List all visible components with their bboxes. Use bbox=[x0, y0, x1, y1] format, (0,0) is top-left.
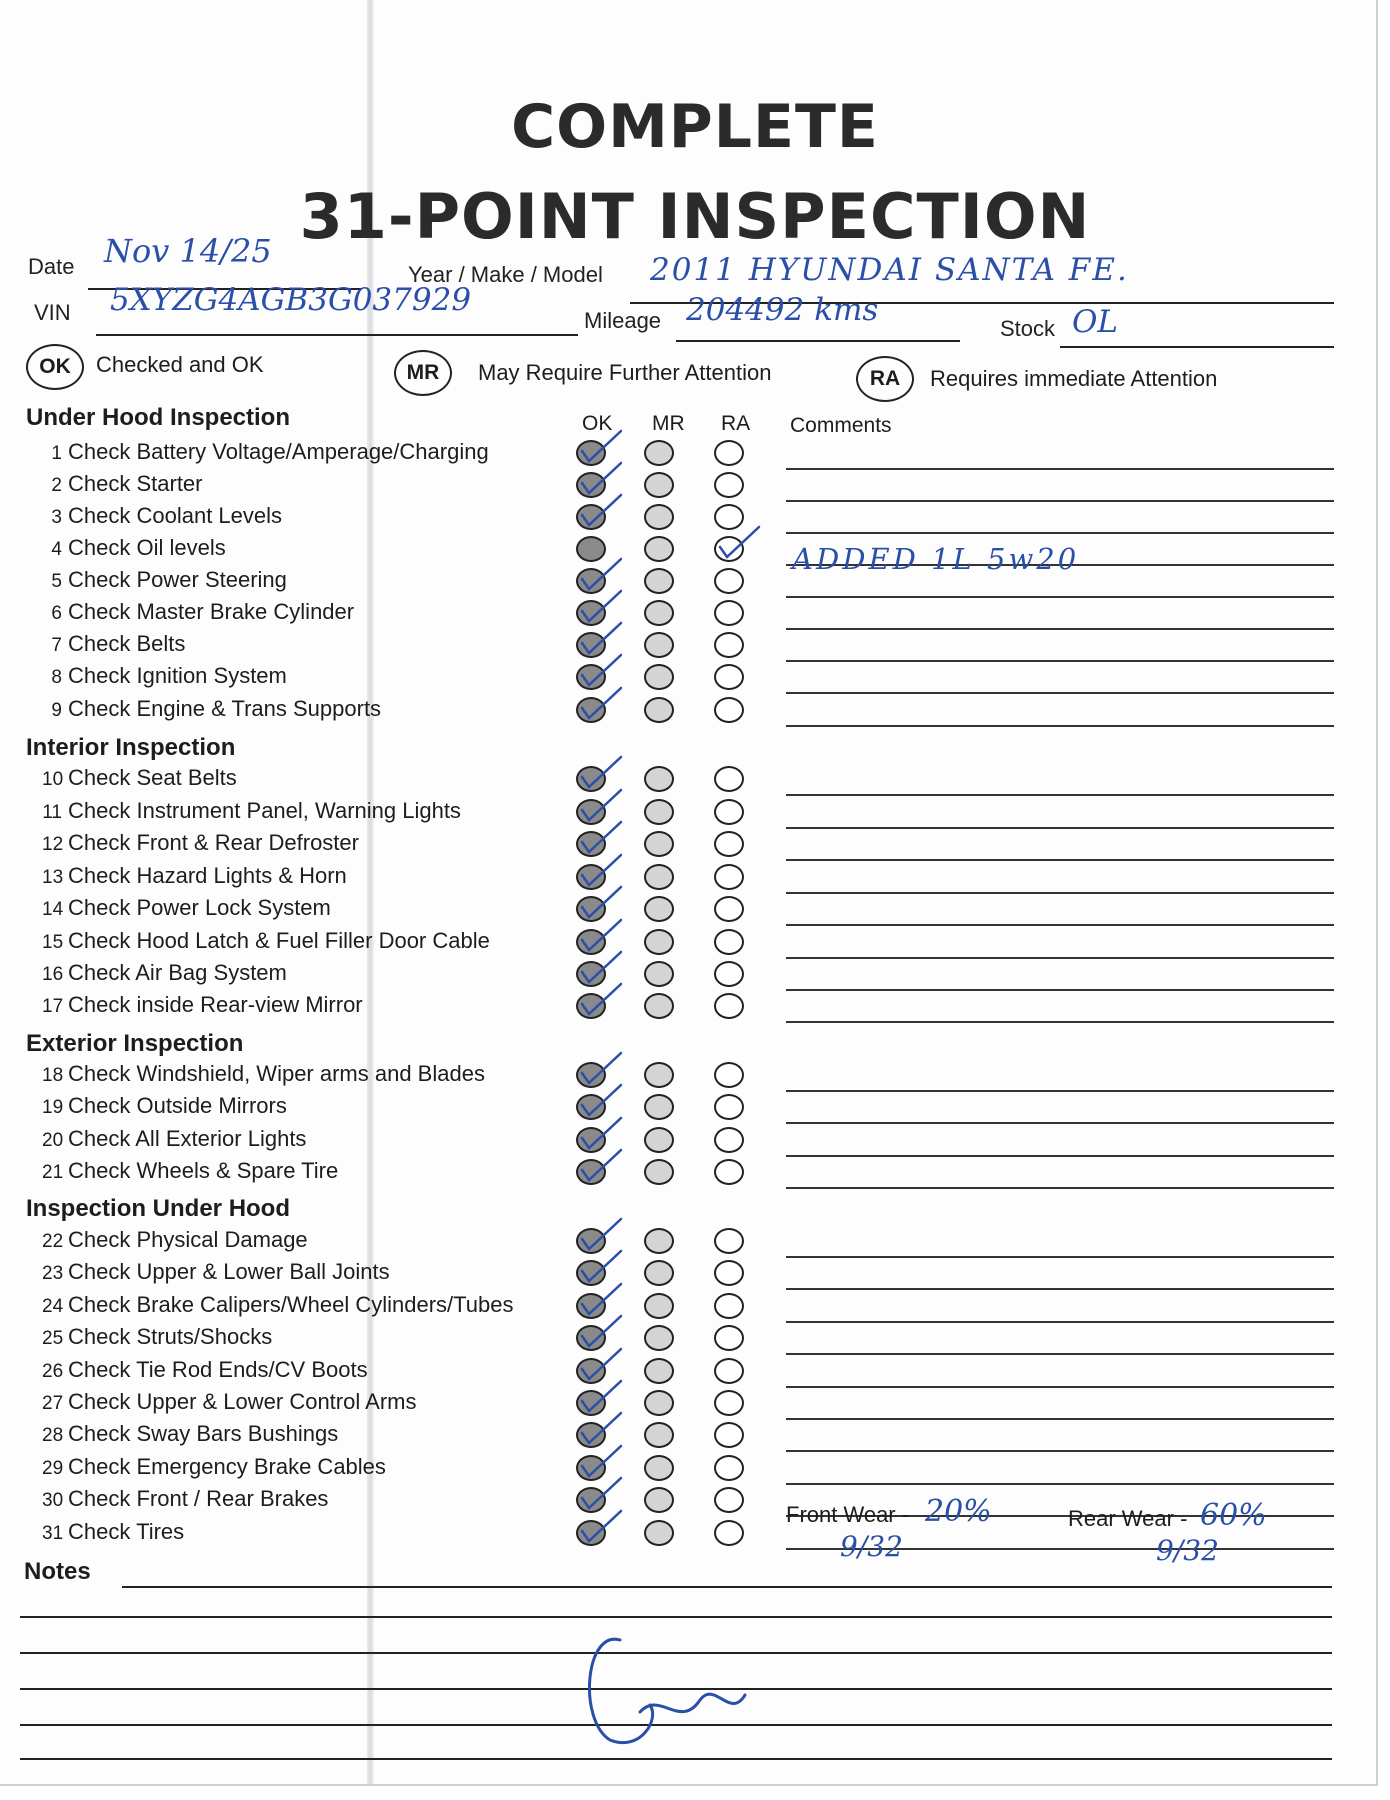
mr-circle-item-21[interactable] bbox=[644, 1159, 674, 1185]
mr-circle-item-2[interactable] bbox=[644, 472, 674, 498]
comment-line-item-7 bbox=[786, 660, 1334, 662]
ok-circle-item-10[interactable] bbox=[576, 766, 606, 792]
comment-line-item-9 bbox=[786, 725, 1334, 727]
item-number: 25 bbox=[42, 1328, 64, 1349]
item-label: Check Coolant Levels bbox=[68, 503, 283, 528]
item-label: Check Front & Rear Defroster bbox=[68, 830, 359, 855]
mr-circle-item-23[interactable] bbox=[644, 1260, 674, 1286]
ok-circle-item-21[interactable] bbox=[576, 1159, 606, 1185]
comment-line-item-1 bbox=[786, 468, 1334, 470]
ok-circle-item-30[interactable] bbox=[576, 1487, 606, 1513]
mr-circle-item-14[interactable] bbox=[644, 896, 674, 922]
col-ra-header: RA bbox=[721, 412, 751, 435]
item-label: Check Master Brake Cylinder bbox=[68, 599, 355, 624]
item-label: Check Sway Bars Bushings bbox=[68, 1421, 339, 1446]
mr-circle-item-30[interactable] bbox=[644, 1487, 674, 1513]
mr-circle-item-29[interactable] bbox=[644, 1455, 674, 1481]
item-number: 4 bbox=[51, 539, 62, 560]
ra-circle-item-27[interactable] bbox=[714, 1390, 744, 1416]
comment-line-item-10 bbox=[786, 794, 1334, 796]
mr-circle-item-17[interactable] bbox=[644, 993, 674, 1019]
ymm-label: Year / Make / Model bbox=[408, 262, 603, 287]
item-label: Check Wheels & Spare Tire bbox=[68, 1158, 339, 1183]
mileage-value[interactable]: 204492 kms bbox=[686, 292, 879, 328]
item-label: Check Front / Rear Brakes bbox=[68, 1486, 329, 1511]
ok-circle-item-23[interactable] bbox=[576, 1260, 606, 1286]
inspection-item-10 bbox=[42, 765, 237, 791]
inspection-item-25 bbox=[42, 1324, 272, 1350]
legend-ra-text: Requires immediate Attention bbox=[930, 366, 1218, 391]
ok-circle-item-24[interactable] bbox=[576, 1293, 606, 1319]
ok-circle-item-19[interactable] bbox=[576, 1094, 606, 1120]
ok-circle-item-5[interactable] bbox=[576, 568, 606, 594]
ra-circle-item-5[interactable] bbox=[714, 568, 744, 594]
inspection-item-3 bbox=[42, 503, 282, 529]
mr-circle-item-4[interactable] bbox=[644, 536, 674, 562]
inspection-item-24 bbox=[42, 1292, 513, 1318]
item-number: 21 bbox=[42, 1162, 64, 1183]
inspection-item-6 bbox=[42, 599, 354, 625]
inspection-item-11 bbox=[42, 798, 461, 824]
ra-circle-item-10[interactable] bbox=[714, 766, 744, 792]
date-value[interactable]: Nov 14/25 bbox=[104, 232, 272, 270]
comment-item-4[interactable]: ADDED 1L 5w20 bbox=[792, 542, 1080, 576]
rear-wear-label: Rear Wear - bbox=[1068, 1506, 1188, 1531]
item-label: Check Power Steering bbox=[68, 567, 287, 592]
ok-circle-item-2[interactable] bbox=[576, 472, 606, 498]
legend-mr-badge: MR bbox=[394, 350, 452, 396]
ra-circle-item-18[interactable] bbox=[714, 1062, 744, 1088]
comment-line-item-14 bbox=[786, 924, 1334, 926]
ok-circle-item-22[interactable] bbox=[576, 1228, 606, 1254]
notes-line-2 bbox=[20, 1616, 1332, 1618]
ra-circle-item-23[interactable] bbox=[714, 1260, 744, 1286]
comment-line-item-16 bbox=[786, 989, 1334, 991]
item-number: 11 bbox=[42, 802, 62, 823]
ra-circle-item-21[interactable] bbox=[714, 1159, 744, 1185]
notes-line-1 bbox=[122, 1586, 1332, 1588]
ok-circle-item-27[interactable] bbox=[576, 1390, 606, 1416]
comment-line-item-24 bbox=[786, 1321, 1334, 1323]
comment-line-item-3 bbox=[786, 532, 1334, 534]
legend-ok-text: Checked and OK bbox=[96, 352, 264, 377]
comment-line-item-22 bbox=[786, 1256, 1334, 1258]
comment-line-item-17 bbox=[786, 1021, 1334, 1023]
vin-label: VIN bbox=[34, 300, 71, 325]
ra-circle-item-28[interactable] bbox=[714, 1422, 744, 1448]
item-number: 13 bbox=[42, 867, 64, 888]
item-number: 9 bbox=[51, 700, 62, 721]
ok-circle-item-8[interactable] bbox=[576, 664, 606, 690]
scan-fold-line bbox=[367, 0, 374, 1784]
item-label: Check Engine & Trans Supports bbox=[68, 696, 382, 721]
ra-circle-item-31[interactable] bbox=[714, 1520, 744, 1546]
item-number: 2 bbox=[51, 475, 62, 496]
mr-circle-item-13[interactable] bbox=[644, 864, 674, 890]
item-label: Check Upper & Lower Control Arms bbox=[68, 1389, 417, 1414]
ok-circle-item-18[interactable] bbox=[576, 1062, 606, 1088]
comment-line-item-15 bbox=[786, 957, 1334, 959]
ra-circle-item-20[interactable] bbox=[714, 1127, 744, 1153]
item-number: 3 bbox=[51, 507, 62, 528]
comment-line-item-6 bbox=[786, 628, 1334, 630]
item-number: 28 bbox=[42, 1425, 64, 1446]
ra-circle-item-22[interactable] bbox=[714, 1228, 744, 1254]
item-number: 5 bbox=[51, 571, 62, 592]
item-label: Check All Exterior Lights bbox=[68, 1126, 307, 1151]
inspection-item-13 bbox=[42, 863, 347, 889]
mr-circle-item-22[interactable] bbox=[644, 1228, 674, 1254]
mr-circle-item-25[interactable] bbox=[644, 1325, 674, 1351]
item-number: 20 bbox=[42, 1130, 64, 1151]
inspection-item-29 bbox=[42, 1454, 386, 1480]
legend-ok-badge: OK bbox=[26, 344, 84, 390]
ok-circle-item-31[interactable] bbox=[576, 1520, 606, 1546]
ra-circle-item-12[interactable] bbox=[714, 831, 744, 857]
stock-label: Stock bbox=[1000, 316, 1056, 341]
ok-circle-item-28[interactable] bbox=[576, 1422, 606, 1448]
comment-line-item-12 bbox=[786, 859, 1334, 861]
item-label: Check Hood Latch & Fuel Filler Door Cable bbox=[68, 928, 490, 953]
item-number: 17 bbox=[42, 996, 64, 1017]
mr-circle-item-7[interactable] bbox=[644, 632, 674, 658]
inspection-item-18 bbox=[42, 1061, 485, 1087]
mr-circle-item-12[interactable] bbox=[644, 831, 674, 857]
item-number: 15 bbox=[42, 932, 64, 953]
item-number: 7 bbox=[51, 635, 62, 656]
item-number: 10 bbox=[42, 769, 64, 790]
ok-circle-item-17[interactable] bbox=[576, 993, 606, 1019]
ok-circle-item-9[interactable] bbox=[576, 697, 606, 723]
mr-circle-item-9[interactable] bbox=[644, 697, 674, 723]
item-label: Check Power Lock System bbox=[68, 895, 331, 920]
item-label: Check Outside Mirrors bbox=[68, 1093, 287, 1118]
ra-circle-item-17[interactable] bbox=[714, 993, 744, 1019]
ok-circle-item-12[interactable] bbox=[576, 831, 606, 857]
mr-circle-item-5[interactable] bbox=[644, 568, 674, 594]
item-number: 26 bbox=[42, 1361, 64, 1382]
ra-circle-item-4[interactable] bbox=[714, 536, 744, 562]
comment-line-item-5 bbox=[786, 596, 1334, 598]
mr-circle-item-16[interactable] bbox=[644, 961, 674, 987]
comment-line-item-26 bbox=[786, 1386, 1334, 1388]
ok-circle-item-7[interactable] bbox=[576, 632, 606, 658]
ok-circle-item-6[interactable] bbox=[576, 600, 606, 626]
item-number: 14 bbox=[42, 899, 64, 920]
ra-circle-item-19[interactable] bbox=[714, 1094, 744, 1120]
item-label: Check Starter bbox=[68, 471, 203, 496]
ok-circle-item-29[interactable] bbox=[576, 1455, 606, 1481]
mr-circle-item-3[interactable] bbox=[644, 504, 674, 530]
comment-line-item-23 bbox=[786, 1288, 1334, 1290]
item-number: 23 bbox=[42, 1263, 64, 1284]
comment-line-item-28 bbox=[786, 1450, 1334, 1452]
inspection-item-9 bbox=[42, 696, 381, 722]
mr-circle-item-8[interactable] bbox=[644, 664, 674, 690]
inspection-item-8 bbox=[42, 663, 287, 689]
item-number: 29 bbox=[42, 1458, 64, 1479]
comment-line-item-2 bbox=[786, 500, 1334, 502]
inspection-item-17 bbox=[42, 992, 363, 1018]
item-number: 24 bbox=[42, 1296, 64, 1317]
comment-line-item-13 bbox=[786, 892, 1334, 894]
rear-wear-depth[interactable]: 9/32 bbox=[1156, 1534, 1219, 1567]
ok-circle-item-25[interactable] bbox=[576, 1325, 606, 1351]
ok-circle-item-11[interactable] bbox=[576, 799, 606, 825]
form-title-line2: 31-POINT INSPECTION bbox=[299, 180, 1091, 253]
item-label: Check Brake Calipers/Wheel Cylinders/Tubes bbox=[68, 1292, 514, 1317]
comment-line-item-11 bbox=[786, 827, 1334, 829]
inspection-item-19 bbox=[42, 1093, 287, 1119]
front-wear-label: Front Wear - bbox=[786, 1502, 910, 1527]
stock-value[interactable]: OL bbox=[1072, 304, 1119, 340]
item-number: 12 bbox=[42, 834, 64, 855]
ok-circle-item-13[interactable] bbox=[576, 864, 606, 890]
ra-circle-item-15[interactable] bbox=[714, 929, 744, 955]
inspection-item-20 bbox=[42, 1126, 306, 1152]
inspection-item-7 bbox=[42, 631, 185, 657]
legend-mr-text: May Require Further Attention bbox=[478, 360, 772, 385]
comment-line-item-27 bbox=[786, 1418, 1334, 1420]
vin-line bbox=[96, 334, 578, 336]
inspection-item-5 bbox=[42, 567, 287, 593]
item-number: 18 bbox=[42, 1065, 64, 1086]
inspection-item-15 bbox=[42, 928, 490, 954]
comment-line-item-8 bbox=[786, 692, 1334, 694]
inspection-item-31 bbox=[42, 1519, 184, 1545]
ra-circle-item-11[interactable] bbox=[714, 799, 744, 825]
ok-circle-item-26[interactable] bbox=[576, 1358, 606, 1384]
item-number: 19 bbox=[42, 1097, 64, 1118]
inspection-item-27 bbox=[42, 1389, 416, 1415]
inspection-item-21 bbox=[42, 1158, 338, 1184]
item-label: Check Emergency Brake Cables bbox=[68, 1454, 386, 1479]
comment-line-item-29 bbox=[786, 1483, 1334, 1485]
front-wear-depth[interactable]: 9/32 bbox=[840, 1530, 903, 1563]
mr-circle-item-1[interactable] bbox=[644, 440, 674, 466]
ra-circle-item-14[interactable] bbox=[714, 896, 744, 922]
ra-circle-item-29[interactable] bbox=[714, 1455, 744, 1481]
ra-circle-item-24[interactable] bbox=[714, 1293, 744, 1319]
comment-line-item-21 bbox=[786, 1187, 1334, 1189]
ok-circle-item-14[interactable] bbox=[576, 896, 606, 922]
item-label: Check inside Rear-view Mirror bbox=[68, 992, 363, 1017]
legend-ra-badge: RA bbox=[856, 356, 914, 402]
ra-circle-item-1[interactable] bbox=[714, 440, 744, 466]
ra-circle-item-8[interactable] bbox=[714, 664, 744, 690]
mr-circle-item-15[interactable] bbox=[644, 929, 674, 955]
mileage-line bbox=[676, 340, 960, 342]
item-label: Check Tie Rod Ends/CV Boots bbox=[68, 1357, 368, 1382]
ok-circle-item-16[interactable] bbox=[576, 961, 606, 987]
inspection-item-22 bbox=[42, 1227, 308, 1253]
comment-line-item-20 bbox=[786, 1155, 1334, 1157]
inspection-item-1 bbox=[42, 439, 489, 465]
mr-circle-item-20[interactable] bbox=[644, 1127, 674, 1153]
mr-circle-item-24[interactable] bbox=[644, 1293, 674, 1319]
date-label: Date bbox=[28, 254, 75, 279]
ok-circle-item-20[interactable] bbox=[576, 1127, 606, 1153]
inspection-item-2 bbox=[42, 471, 203, 497]
form-title-line1: COMPLETE bbox=[511, 92, 879, 162]
item-number: 22 bbox=[42, 1231, 64, 1252]
ra-circle-item-3[interactable] bbox=[714, 504, 744, 530]
inspection-item-23 bbox=[42, 1259, 390, 1285]
notes-label: Notes bbox=[24, 1558, 91, 1585]
item-number: 27 bbox=[42, 1393, 64, 1414]
inspection-item-26 bbox=[42, 1357, 368, 1383]
vin-value[interactable]: 5XYZG4AGB3G037929 bbox=[110, 282, 472, 318]
notes-line-5 bbox=[20, 1724, 1332, 1726]
section-under-hood: Under Hood Inspection bbox=[26, 404, 290, 431]
item-label: Check Windshield, Wiper arms and Blades bbox=[68, 1061, 485, 1086]
rear-wear-value[interactable]: 60% bbox=[1200, 1498, 1267, 1533]
ra-circle-item-2[interactable] bbox=[714, 472, 744, 498]
notes-line-4 bbox=[20, 1688, 1332, 1690]
inspection-item-16 bbox=[42, 960, 287, 986]
mr-circle-item-31[interactable] bbox=[644, 1520, 674, 1546]
notes-line-6 bbox=[20, 1758, 1332, 1760]
ra-circle-item-26[interactable] bbox=[714, 1358, 744, 1384]
item-label: Check Struts/Shocks bbox=[68, 1324, 273, 1349]
item-label: Check Hazard Lights & Horn bbox=[68, 863, 347, 888]
mr-circle-item-26[interactable] bbox=[644, 1358, 674, 1384]
front-wear-value[interactable]: 20% bbox=[925, 1494, 992, 1529]
inspection-item-28 bbox=[42, 1421, 338, 1447]
item-label: Check Ignition System bbox=[68, 663, 287, 688]
ra-circle-item-16[interactable] bbox=[714, 961, 744, 987]
col-comments-header: Comments bbox=[790, 414, 892, 437]
mileage-label: Mileage bbox=[584, 308, 662, 333]
section-exterior: Exterior Inspection bbox=[26, 1030, 244, 1057]
ok-circle-item-1[interactable] bbox=[576, 440, 606, 466]
stock-line bbox=[1060, 346, 1334, 348]
comment-line-item-25 bbox=[786, 1353, 1334, 1355]
item-label: Check Instrument Panel, Warning Lights bbox=[68, 798, 461, 823]
comment-line-item-18 bbox=[786, 1090, 1334, 1092]
mr-circle-item-28[interactable] bbox=[644, 1422, 674, 1448]
ok-circle-item-15[interactable] bbox=[576, 929, 606, 955]
item-number: 1 bbox=[51, 443, 62, 464]
mr-circle-item-19[interactable] bbox=[644, 1094, 674, 1120]
ra-circle-item-30[interactable] bbox=[714, 1487, 744, 1513]
notes-line-3 bbox=[20, 1652, 1332, 1654]
inspection-item-12 bbox=[42, 830, 359, 856]
col-ok-header: OK bbox=[582, 412, 613, 435]
item-number: 30 bbox=[42, 1490, 64, 1511]
item-number: 8 bbox=[51, 667, 62, 688]
item-number: 31 bbox=[42, 1523, 64, 1544]
mr-circle-item-11[interactable] bbox=[644, 799, 674, 825]
item-label: Check Physical Damage bbox=[68, 1227, 308, 1252]
item-label: Check Upper & Lower Ball Joints bbox=[68, 1259, 390, 1284]
item-label: Check Oil levels bbox=[68, 535, 226, 560]
ok-circle-item-4[interactable] bbox=[576, 536, 606, 562]
col-mr-header: MR bbox=[652, 412, 685, 435]
item-number: 16 bbox=[42, 964, 64, 985]
section-interior: Interior Inspection bbox=[26, 734, 236, 761]
comment-line-item-19 bbox=[786, 1122, 1334, 1124]
mr-circle-item-6[interactable] bbox=[644, 600, 674, 626]
ok-circle-item-3[interactable] bbox=[576, 504, 606, 530]
mr-circle-item-18[interactable] bbox=[644, 1062, 674, 1088]
ra-circle-item-9[interactable] bbox=[714, 697, 744, 723]
inspection-item-4 bbox=[42, 535, 226, 561]
item-label: Check Air Bag System bbox=[68, 960, 287, 985]
item-number: 6 bbox=[51, 603, 62, 624]
section-inspection-under-hood: Inspection Under Hood bbox=[26, 1195, 290, 1222]
ymm-value[interactable]: 2011 HYUNDAI SANTA FE. bbox=[650, 252, 1129, 288]
ra-circle-item-13[interactable] bbox=[714, 864, 744, 890]
ra-circle-item-6[interactable] bbox=[714, 600, 744, 626]
item-label: Check Belts bbox=[68, 631, 186, 656]
mr-circle-item-27[interactable] bbox=[644, 1390, 674, 1416]
inspection-item-14 bbox=[42, 895, 331, 921]
item-label: Check Seat Belts bbox=[68, 765, 237, 790]
item-label: Check Tires bbox=[68, 1519, 185, 1544]
mr-circle-item-10[interactable] bbox=[644, 766, 674, 792]
ra-circle-item-7[interactable] bbox=[714, 632, 744, 658]
ra-circle-item-25[interactable] bbox=[714, 1325, 744, 1351]
item-label: Check Battery Voltage/Amperage/Charging bbox=[68, 439, 489, 464]
inspection-item-30 bbox=[42, 1486, 328, 1512]
